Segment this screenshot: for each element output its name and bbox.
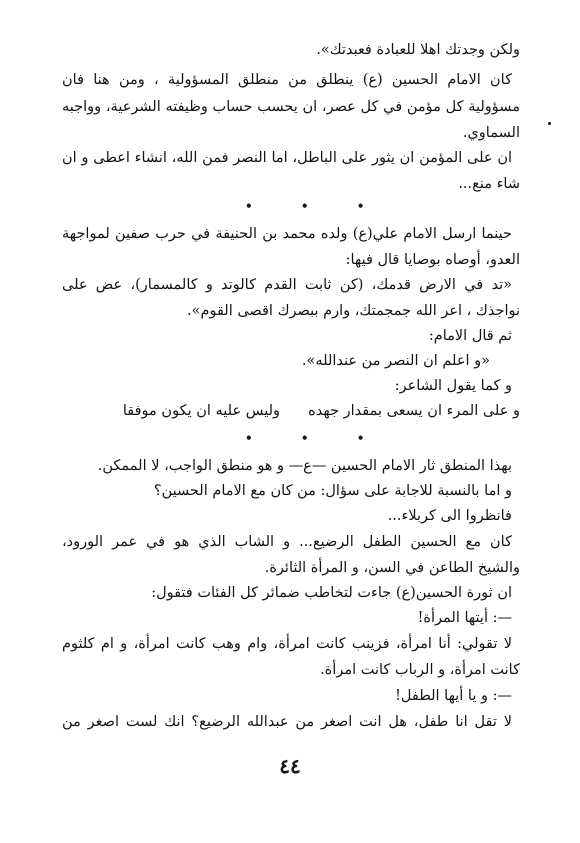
text-line-9: «تد في الارض قدمك، (كن ثابت القدم كالوتد و كالمسمار)، عض على (62, 277, 512, 293)
text-line-18: كان مع الحسين الطفل الرضيع... و الشاب الذي هو في عمر الورود، (62, 534, 512, 550)
text-line-7: حينما ارسل الامام علي(ع) ولده محمد بن الحنيفة في حرب صفين لمواجهة (62, 226, 512, 242)
text-line-24: —: و يا أيها الطفل! (395, 688, 512, 704)
page-number: ٤٤ (279, 754, 301, 778)
text-line-6: شاء منع... (458, 176, 520, 192)
text-line-13: و كما يقول الشاعر: (394, 378, 512, 394)
text-line-20: ان ثورة الحسين(ع) جاءت لتخاطب ضمائر كل الفئات فتقول: (151, 585, 512, 601)
text-line-23: كانت امرأة، و الرباب كانت امرأة. (320, 662, 520, 678)
text-line-12: «و اعلم ان النصر من عندالله». (301, 353, 490, 369)
poem-hemistich-1: و على المرء ان يسعى بمقدار جهده (308, 403, 520, 419)
poem-hemistich-2: وليس عليه ان يكون موفقا (122, 403, 280, 419)
text-line-16: و اما بالنسبة للاجابة على سؤال: من كان مع الامام الحسين؟ (153, 483, 512, 499)
text-line-19: والشيخ الطاعن في السن، و المرأة الثائرة. (264, 560, 520, 576)
text-line-17: فانظروا الى كربلاء... (387, 508, 512, 524)
text-line-2: كان الامام الحسين (ع) ينطلق من منطلق المسؤولية ، ومن هنا فان (62, 72, 512, 88)
section-separator-2: • • • (245, 431, 387, 445)
text-line-1: ولكن وجدتك اهلا للعبادة فعبدتك». (316, 42, 520, 58)
text-line-8: العدو، أوصاه بوصايا قال فيها: (345, 252, 520, 268)
text-line-15: بهذا المنطق ثار الامام الحسين —ع— و هو منطق الواجب، لا الممكن. (97, 458, 512, 474)
text-line-22: لا تقولي: أنا امرأة، فزينب كانت امرأة، وام وهب كانت امرأة، و ام كلثوم (62, 636, 512, 652)
text-line-25: لا تقل انا طفل، هل انت اصغر من عبدالله الرضيع؟ انك لست اصغر من (62, 714, 512, 730)
text-line-21: —: أيتها المرأة! (417, 610, 512, 626)
text-line-10: نواجذك ، اعر الله جمجمتك، وارم ببصرك اقصى القوم». (187, 303, 520, 319)
text-line-4: السماوي. (462, 125, 520, 141)
text-line-11: ثم قال الامام: (428, 328, 512, 344)
section-separator-1: • • • (245, 199, 387, 213)
text-line-5: ان على المؤمن ان يثور على الباطل، اما النصر فمن الله، انشاء اعطى و ان (62, 150, 512, 166)
text-line-3: مسؤولية كل مؤمن في كل عصر، ان يحسب حساب وظيفته الشرعية، وواجبه (62, 99, 520, 115)
stray-mark (548, 122, 551, 125)
